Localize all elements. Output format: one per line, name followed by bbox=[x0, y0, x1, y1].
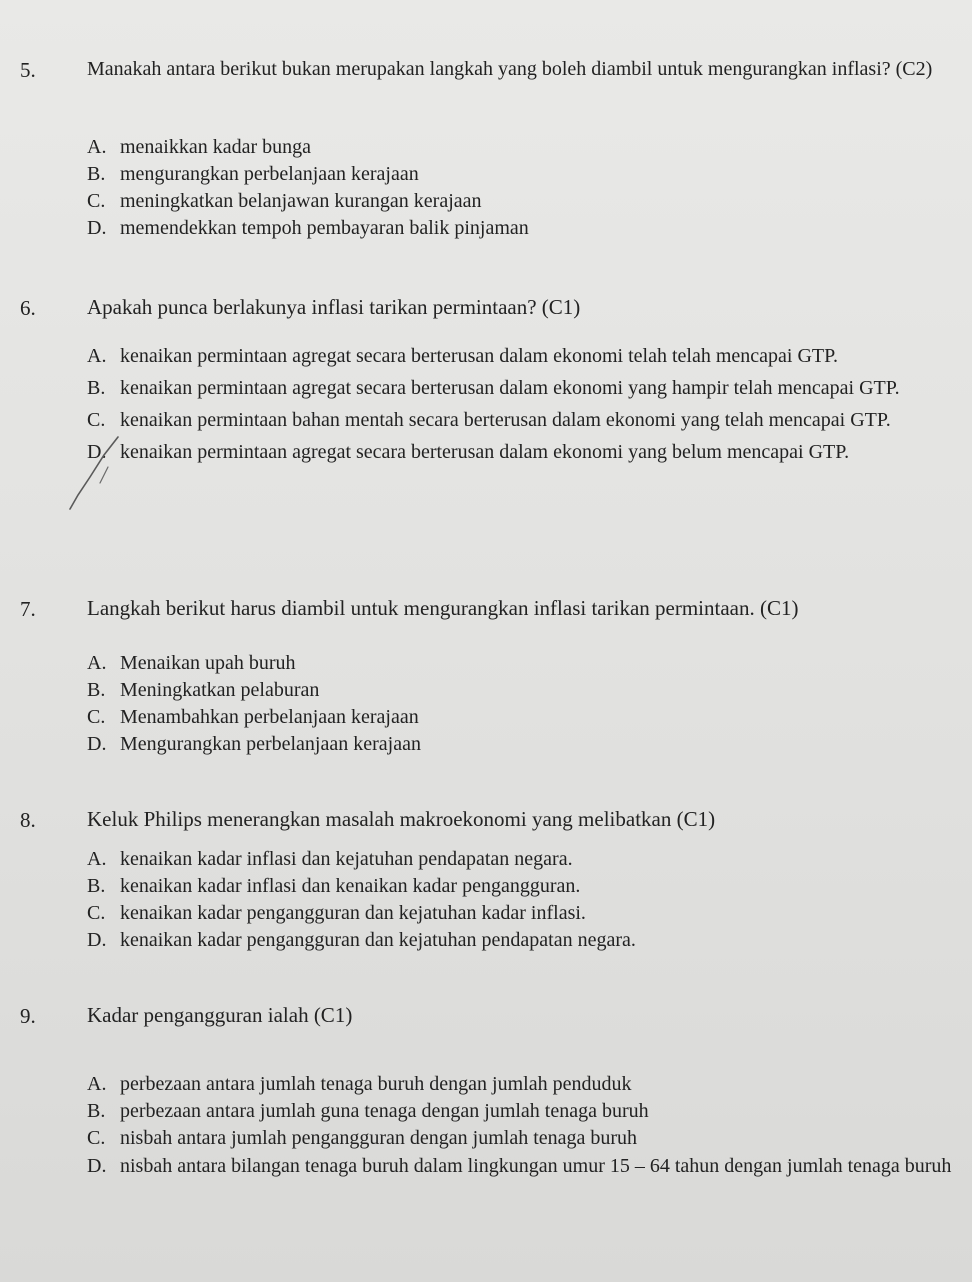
question-number: 9. bbox=[20, 1004, 36, 1028]
option-letter: D. bbox=[87, 929, 107, 951]
option-letter: B. bbox=[87, 679, 106, 701]
question-number: 5. bbox=[20, 58, 36, 82]
option-a bbox=[87, 340, 957, 372]
option-a bbox=[87, 134, 957, 161]
option-text: memendekkan tempoh pembayaran balik pinjaman bbox=[120, 217, 529, 239]
option-letter: C. bbox=[87, 190, 106, 212]
option-text: kenaikan kadar inflasi dan kenaikan kadar pengangguran. bbox=[120, 875, 581, 897]
option-text: Menambahkan perbelanjaan kerajaan bbox=[120, 706, 419, 728]
option-letter: D. bbox=[87, 733, 107, 755]
option-list bbox=[87, 650, 957, 758]
option-letter: B. bbox=[87, 1100, 106, 1122]
option-text: Menaikan upah buruh bbox=[120, 652, 296, 674]
option-text: kenaikan kadar inflasi dan kejatuhan pendapatan negara. bbox=[120, 848, 573, 870]
option-text: kenaikan permintaan agregat secara berterusan dalam ekonomi yang hampir telah mencapai GTP. bbox=[120, 377, 900, 399]
option-text: meningkatkan belanjawan kurangan kerajaan bbox=[120, 190, 482, 212]
question-number: 6. bbox=[20, 296, 36, 320]
option-text: perbezaan antara jumlah guna tenaga dengan jumlah tenaga buruh bbox=[120, 1100, 649, 1122]
option-letter: A. bbox=[87, 848, 107, 870]
option-c bbox=[87, 404, 957, 436]
option-text: perbezaan antara jumlah tenaga buruh dengan jumlah penduduk bbox=[120, 1073, 632, 1095]
option-list bbox=[87, 846, 957, 954]
option-list bbox=[87, 340, 957, 468]
option-a bbox=[87, 650, 957, 677]
option-b bbox=[87, 372, 957, 404]
option-list bbox=[87, 1071, 957, 1180]
question-number: 8. bbox=[20, 808, 36, 832]
option-letter: C. bbox=[87, 1127, 106, 1149]
option-c bbox=[87, 900, 957, 927]
option-a bbox=[87, 846, 957, 873]
option-b bbox=[87, 873, 957, 900]
option-letter: D. bbox=[87, 441, 107, 463]
option-text: mengurangkan perbelanjaan kerajaan bbox=[120, 163, 419, 185]
option-d bbox=[87, 927, 957, 954]
option-c bbox=[87, 188, 957, 215]
option-d bbox=[87, 215, 957, 242]
option-letter: C. bbox=[87, 902, 106, 924]
option-text: kenaikan permintaan agregat secara berterusan dalam ekonomi telah telah mencapai GTP. bbox=[120, 345, 839, 367]
option-text: kenaikan permintaan bahan mentah secara berterusan dalam ekonomi yang telah mencapai GTP. bbox=[120, 409, 891, 431]
option-text: kenaikan kadar pengangguran dan kejatuhan pendapatan negara. bbox=[120, 929, 636, 951]
option-text: Mengurangkan perbelanjaan kerajaan bbox=[120, 733, 421, 755]
option-text: nisbah antara bilangan tenaga buruh dalam lingkungan umur 15 – 64 tahun dengan jumlah tenaga buruh bbox=[120, 1155, 952, 1177]
option-letter: D. bbox=[87, 1155, 107, 1177]
option-c bbox=[87, 1125, 957, 1152]
option-b bbox=[87, 677, 957, 704]
option-text: kenaikan permintaan agregat secara berterusan dalam ekonomi yang belum mencapai GTP. bbox=[120, 441, 850, 463]
option-d bbox=[87, 731, 957, 758]
question-text: Kadar pengangguran ialah (C1) bbox=[87, 1003, 353, 1027]
option-letter: B. bbox=[87, 163, 106, 185]
option-text: kenaikan kadar pengangguran dan kejatuhan kadar inflasi. bbox=[120, 902, 586, 924]
question-text: Keluk Philips menerangkan masalah makroekonomi yang melibatkan (C1) bbox=[87, 807, 716, 831]
option-b bbox=[87, 161, 957, 188]
option-text: menaikkan kadar bunga bbox=[120, 136, 312, 158]
option-letter: B. bbox=[87, 377, 106, 399]
option-c bbox=[87, 704, 957, 731]
option-letter: A. bbox=[87, 1073, 107, 1095]
option-letter: C. bbox=[87, 409, 106, 431]
option-letter: C. bbox=[87, 706, 106, 728]
option-list bbox=[87, 134, 957, 242]
option-text: Meningkatkan pelaburan bbox=[120, 679, 320, 701]
option-a bbox=[87, 1071, 957, 1098]
question-text: Langkah berikut harus diambil untuk mengurangkan inflasi tarikan permintaan. (C1) bbox=[87, 596, 799, 620]
option-letter: B. bbox=[87, 875, 106, 897]
option-b bbox=[87, 1098, 957, 1125]
option-letter: A. bbox=[87, 345, 107, 367]
option-letter: A. bbox=[87, 136, 107, 158]
question-text: Manakah antara berikut bukan merupakan langkah yang boleh diambil untuk mengurangkan inflasi? (C2) bbox=[87, 58, 933, 80]
option-d bbox=[87, 1152, 957, 1180]
question-number: 7. bbox=[20, 597, 36, 621]
option-letter: A. bbox=[87, 652, 107, 674]
option-text: nisbah antara jumlah pengangguran dengan jumlah tenaga buruh bbox=[120, 1127, 638, 1149]
option-letter: D. bbox=[87, 217, 107, 239]
option-d bbox=[87, 436, 957, 468]
question-text: Apakah punca berlakunya inflasi tarikan permintaan? (C1) bbox=[87, 295, 581, 319]
